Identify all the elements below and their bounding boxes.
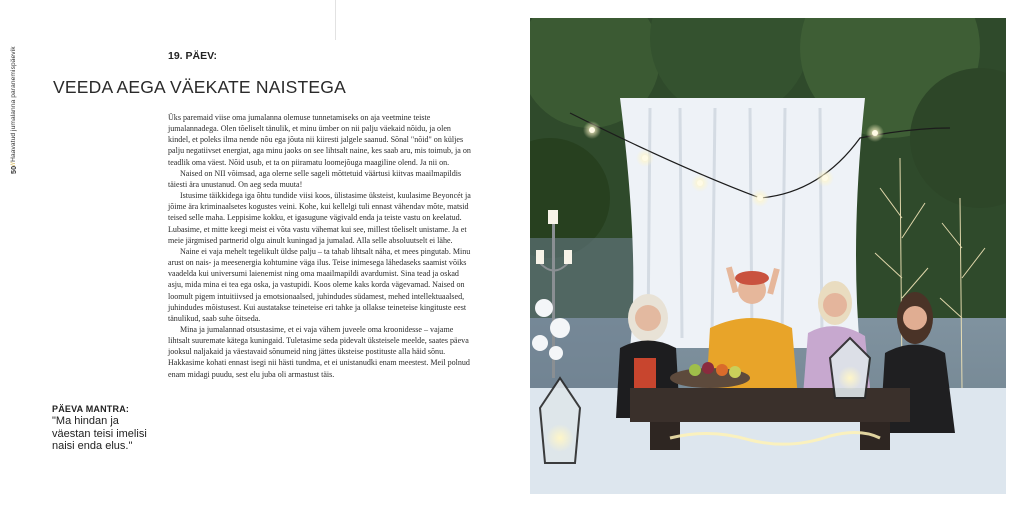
mantra-text: "Ma hindan ja väestan teisi imelisi naisi enda elus.": [52, 415, 147, 452]
book-title: Haavatud jumalanna paranemispäevik: [10, 46, 17, 162]
running-head: [9, 14, 23, 174]
mantra-box: [52, 404, 152, 453]
chapter-day: 19. PÄEV:: [168, 50, 218, 62]
body-paragraph: Üks paremaid viise oma jumalanna olemuse tunnetamiseks on aja veetmine teiste jumalannadega. Olen tõeliselt tänulik, et minu ümber on nii palju väekaid nõidu, ja olen kindel, et poleks ilma nende nõu ega jõuta nii kiiresti jalgele saanud. Sõnal "nõid" on küljes palju negatiivset energiat, aga minu jaoks on see lihtsalt naine, kes saab aru, mis toimub, ja on teadlik oma väest. Nõid usub, et ta on piiramatu loomejõuga maagiline olend. Ja nii on.: [168, 113, 471, 167]
body-paragraph: Naine ei vaja mehelt tegelikult üldse palju – ta tahab lihtsalt näha, et mees pingutab. Minu arust on nais- ja meesenergia kohtumine väga ilus. Teise inimesega lähedaseks saamist võiks vaadelda kui universumi laienemist ning oma maailmapildi avardumist. Sina tead ja oskad asju, mida mina ei tea ega oska, ja vastupidi. Koos oleme kaks korda vägevamad. Naised on loomult pigem intuitiivsed ja emotsionaalsed, juhindudes südamest, mehed intellektuaalsed, juhindudes mõistusest. Kui austatakse teineteise eri tahke ja ollakse teineteise kingituste eest tänulikud, saab suhe õitseda.: [168, 246, 471, 323]
mantra-label: PÄEVA MANTRA:: [52, 404, 130, 414]
body-paragraph: Istusime täikkidega iga õhtu tundide viisi koos, ülistasime üksteist, kuulasime Beyoncét ja jõime ära kriminaalsetes kogustes veini. Kohe, kui kellelgi tuli ennast vähendav mõte, matsid teised selle maha. Leppisime kokku, et igasugune vägivald enda ja teiste vastu on keelatud. Lubasime, et mitte keegi meist ei võta vastu vähemat kui see, millest tõeliselt unistame. Ja et meie järgmised partnerid olgu ainult kuningad ja jumalad. Alla selle absoluutselt ei lähe.: [168, 191, 471, 245]
body-text: [168, 112, 474, 380]
photo-women-at-table: [530, 18, 1006, 494]
lantern-glow: [546, 424, 574, 452]
table-top: [630, 388, 910, 422]
chapter-title: VEEDA AEGA VÄEKATE NAISTEGA: [53, 77, 346, 97]
body-paragraph: Mina ja jumalannad otsustasime, et ei vaja vähem juveele oma kroonidesse – vajame lihtsalt suuremate kätega kuningaid. Tuletasime seda pidevalt üksteisele meelde, saates päeva jooksul naljakaid ja väestavaid sõnumeid ning jättes üksteise postituste alla häid sõnu. Hakkasime kohati ennast isegi nii hästi tundma, et ei unistanudki enam meestest. Meil polnud enam midagi puudu, sest elu juba oli armastust täis.: [168, 324, 470, 379]
running-head-separator: //: [10, 161, 17, 166]
column-divider: [335, 0, 336, 40]
photo-illustration: [530, 18, 1006, 494]
body-paragraph: Naised on NII võimsad, aga olerne selle sageli mõttetuid väärtusi kiitvas maailmapildis täiesti ära unustanud. On aeg seda muuta!: [168, 168, 462, 189]
lantern-glow: [838, 366, 862, 390]
page-number: 50: [9, 165, 18, 174]
